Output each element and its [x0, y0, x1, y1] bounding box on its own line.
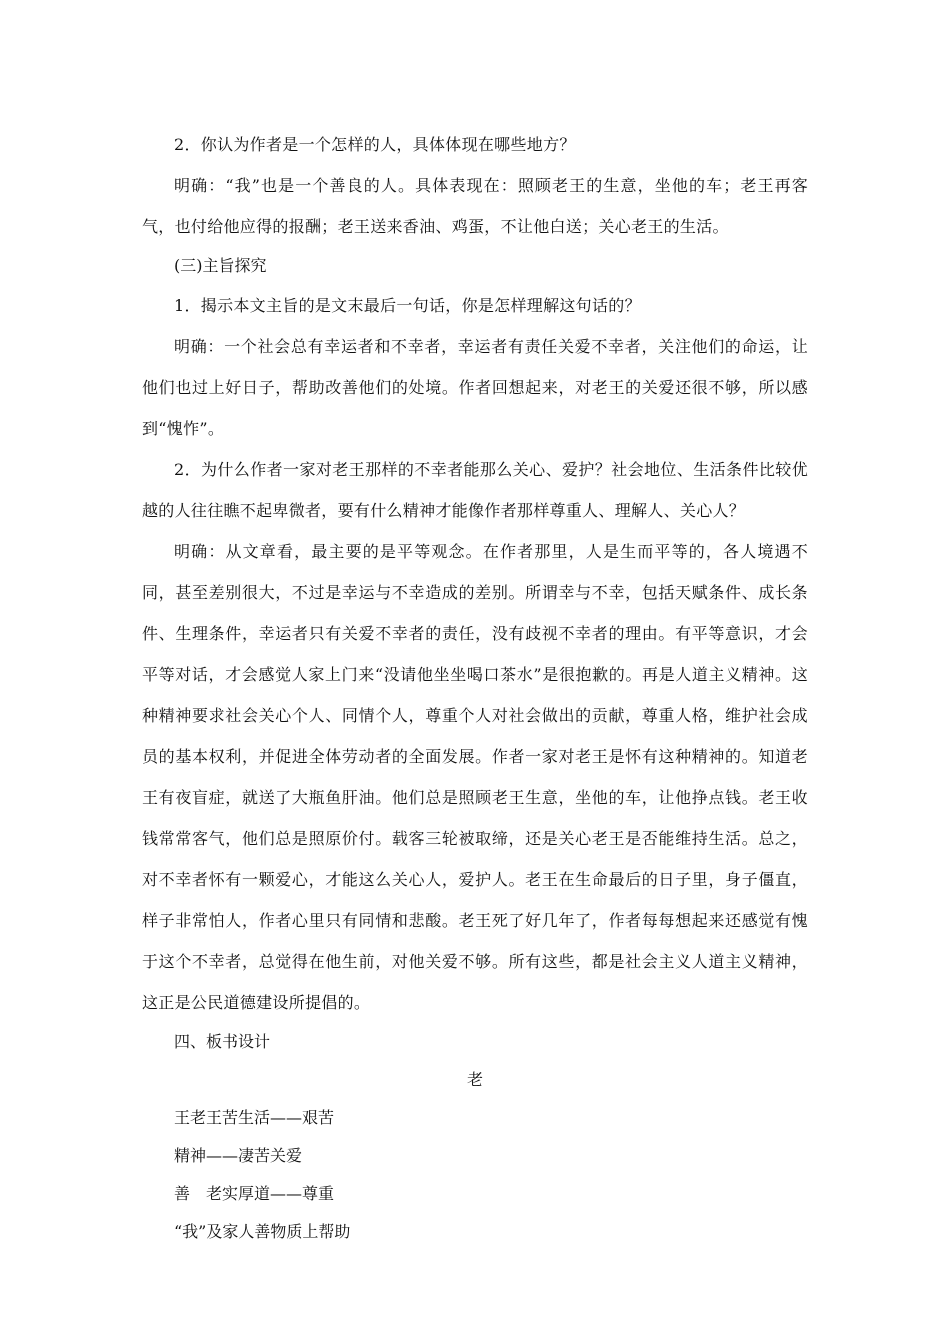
- section-3-answer-1: 明确：一个社会总有幸运者和不幸者，幸运者有责任关爱不幸者，关注他们的命运，让他们也过上好日子，帮助改善他们的处境。作者回想起来，对老王的关爱还很不够，所以感到“愧怍”。: [142, 337, 808, 438]
- section-3-heading: (三)主旨探究: [174, 256, 267, 275]
- answer-2: 明确：“我”也是一个善良的人。具体表现在：照顾老王的生意，坐他的车；老王再客气，也付给他应得的报酬；老王送来香油、鸡蛋，不让他白送；关心老王的生活。: [142, 176, 808, 236]
- section-4-heading: 四、板书设计: [174, 1032, 271, 1051]
- document-content: [142, 124, 808, 1251]
- question-2: 2．你认为作者是一个怎样的人，具体体现在哪些地方？: [174, 135, 576, 154]
- board-line: 王老王苦生活——艰苦: [174, 1108, 335, 1127]
- board-line: “我”及家人善物质上帮助: [174, 1222, 351, 1241]
- board-line: 善 老实厚道——尊重: [174, 1184, 335, 1203]
- section-3-question-2: 2．为什么作者一家对老王那样的不幸者能那么关心、爱护？社会地位、生活条件比较优越的人往往瞧不起卑微者，要有什么精神才能像作者那样尊重人、理解人、关心人？: [142, 460, 808, 520]
- section-3-question-1: 1．揭示本文主旨的是文末最后一句话，你是怎样理解这句话的？: [174, 296, 641, 315]
- board-title: 老: [466, 1070, 483, 1089]
- board-line: 精神——凄苦关爱: [174, 1146, 303, 1165]
- section-3-answer-2: 明确：从文章看，最主要的是平等观念。在作者那里，人是生而平等的，各人境遇不同，甚至差别很大，不过是幸运与不幸造成的差别。所谓幸与不幸，包括天赋条件、成长条件、生理条件，幸运者只有关爱不幸者的责任，没有歧视不幸者的理由。有平等意识，才会平等对话，才会感觉人家上门来“没请他坐坐喝口茶水”是很抱歉的。再是人道主义精神。这种精神要求社会关心个人、同情个人，尊重个人对社会做出的贡献，尊重人格，维护社会成员的基本权利，并促进全体劳动者的全面发展。作者一家对老王是怀有这种精神的。知道老王有夜盲症，就送了大瓶鱼肝油。他们总是照顾老王生意，坐他的车，让他挣点钱。老王收钱常常客气，他们总是照原价付。载客三轮被取缔，还是关心老王是否能维持生活。总之，对不幸者怀有一颗爱心，才能这么关心人，爱护人。老王在生命最后的日子里，身子僵直，样子非常怕人，作者心里只有同情和悲酸。老王死了好几年了，作者每每想起来还感觉有愧于这个不幸者，总觉得在他生前，对他关爱不够。所有这些，都是社会主义人道主义精神，这正是公民道德建设所提倡的。: [142, 542, 808, 1012]
